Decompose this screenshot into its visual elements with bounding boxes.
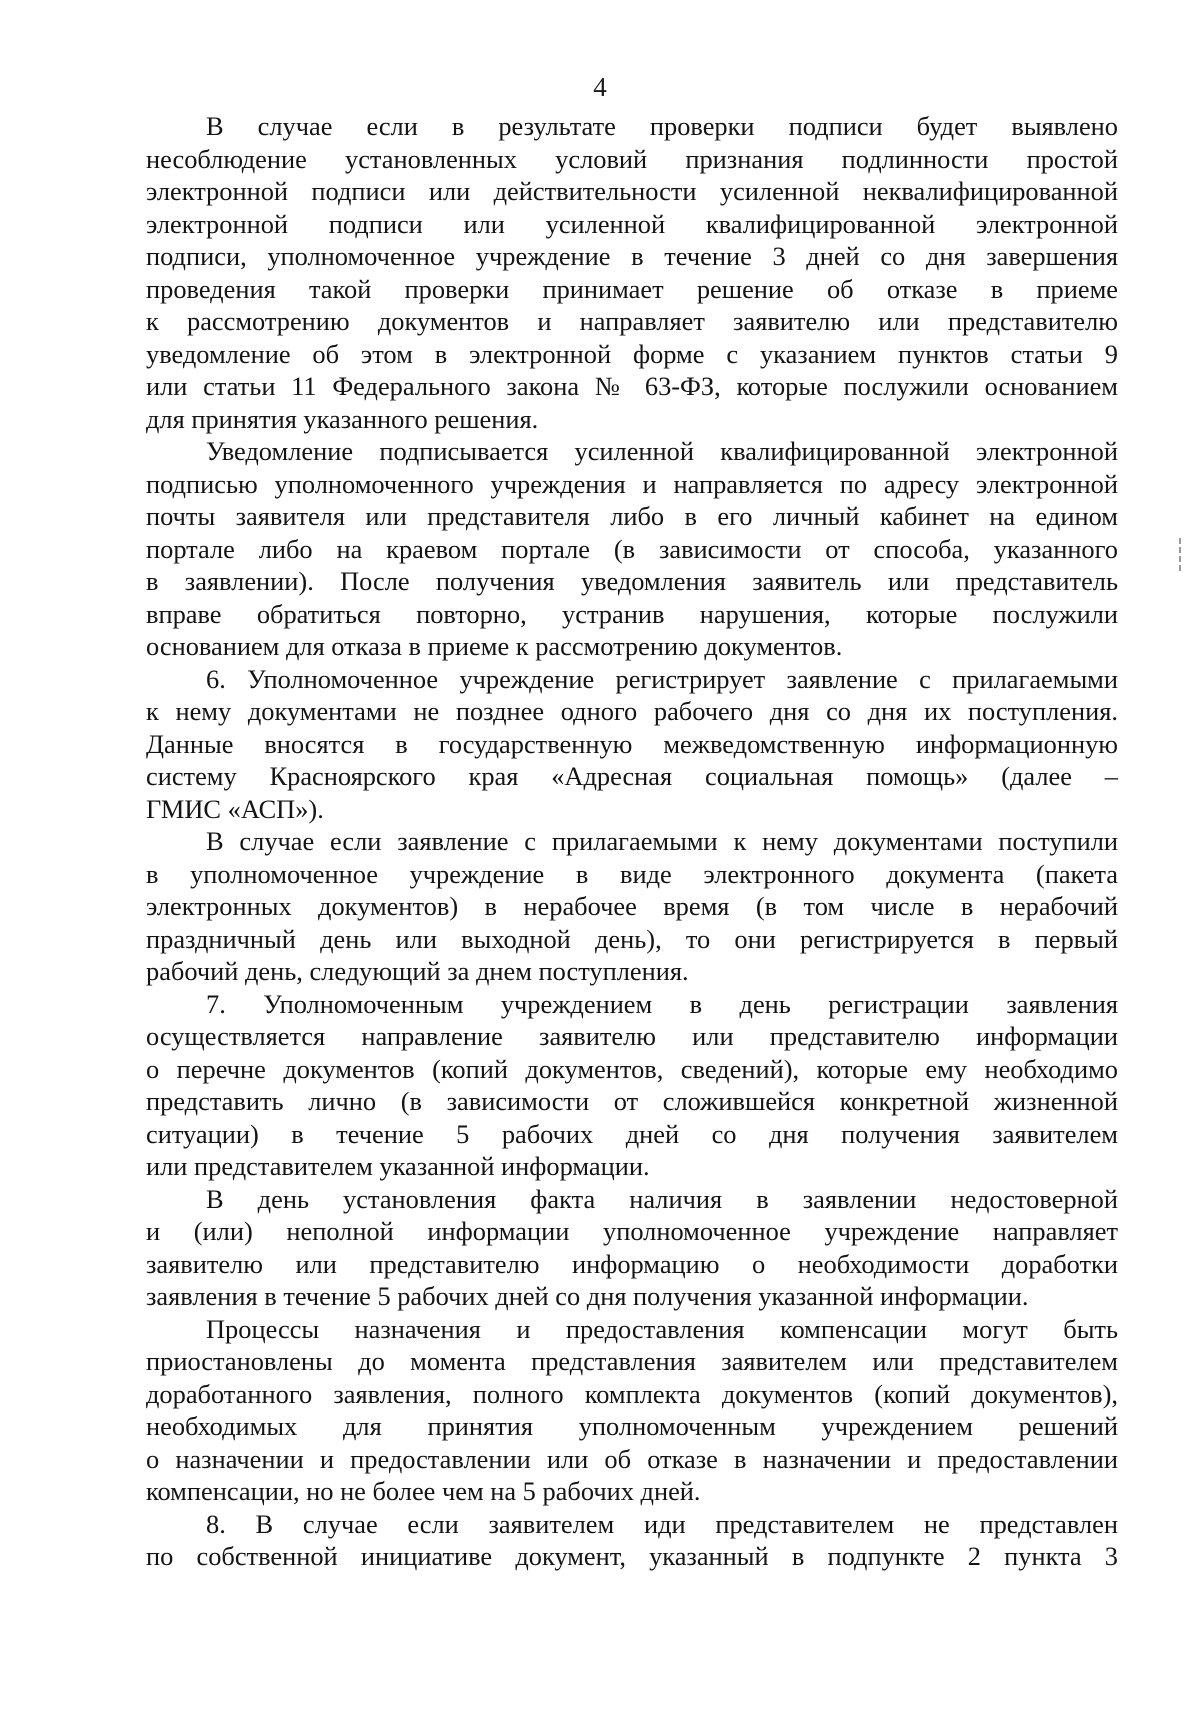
text-line: Процессы назначения и предоставления компенсации могут быть: [206, 1313, 1118, 1344]
paragraph: [146, 110, 1118, 435]
text-line: ситуации) в течение 5 рабочих дней со дня получения заявителем: [146, 1118, 1118, 1149]
text-line: почты заявителя или представителя либо в его личный кабинет на едином: [146, 501, 1118, 531]
text-line: о назначении и предоставлении или об отказе в назначении и предоставлении: [146, 1443, 1118, 1474]
text-line: необходимых для принятия уполномоченным учреждением решений: [146, 1411, 1118, 1441]
text-line: портале либо на краевом портале (в зависимости от способа, указанного: [146, 533, 1118, 564]
text-line: заявителю или представителю информацию о необходимости доработки: [146, 1248, 1118, 1279]
text-line: компенсации, но не более чем на 5 рабочих дней.: [146, 1476, 701, 1506]
page-number: 4: [593, 72, 607, 102]
text-line: Уведомление подписывается усиленной квалифицированной электронной: [206, 436, 1118, 466]
text-line: 6. Уполномоченное учреждение регистрирует заявление с прилагаемыми: [206, 663, 1118, 694]
text-line: электронных документов) в нерабочее время (в том числе в нерабочий: [146, 891, 1118, 921]
text-line: в заявлении). После получения уведомления заявитель или представитель: [146, 566, 1118, 596]
text-line: и (или) неполной информации уполномоченное учреждение направляет: [146, 1216, 1118, 1246]
text-line: В день установления факта наличия в заявлении недостоверной: [206, 1183, 1118, 1214]
text-line: доработанного заявления, полного комплекта документов (копий документов),: [146, 1378, 1118, 1409]
text-line: 7. Уполномоченным учреждением в день регистрации заявления: [206, 988, 1118, 1019]
text-line: или представителем указанной информации.: [146, 1151, 650, 1181]
text-line: праздничный день или выходной день), то они регистрируется в первый: [146, 923, 1118, 954]
text-line: Данные вносятся в государственную межведомственную информационную: [146, 728, 1118, 759]
text-line: по собственной инициативе документ, указанный в подпункте 2 пункта 3: [146, 1541, 1118, 1571]
text-line: приостановлены до момента представления заявителем или представителем: [146, 1346, 1118, 1376]
paragraph: [146, 1183, 1118, 1313]
margin-mark: [1179, 538, 1181, 574]
text-line: в уполномоченное учреждение в виде электронного документа (пакета: [146, 858, 1118, 889]
text-line: заявления в течение 5 рабочих дней со дня получения указанной информации.: [146, 1281, 1029, 1311]
text-line: представить лично (в зависимости от сложившейся конкретной жизненной: [146, 1086, 1118, 1116]
text-line: подписью уполномоченного учреждения и направляется по адресу электронной: [146, 468, 1118, 499]
text-line: вправе обратиться повторно, устранив нарушения, которые послужили: [146, 598, 1118, 629]
text-line: электронной подписи или усиленной квалифицированной электронной: [146, 208, 1118, 239]
text-line: систему Красноярского края «Адресная социальная помощь» (далее –: [146, 761, 1118, 791]
text-line: к рассмотрению документов и направляет заявителю или представителю: [146, 306, 1118, 336]
text-line: ГМИС «АСП»).: [146, 793, 324, 824]
text-line: рабочий день, следующий за днем поступления.: [146, 956, 689, 986]
paragraph: [146, 435, 1118, 663]
text-line: электронной подписи или действительности усиленной неквалифицированной: [146, 176, 1118, 206]
text-line: или статьи 11 Федерального закона № 63-ФЗ, которые послужили основанием: [146, 371, 1118, 401]
text-line: проведения такой проверки принимает решение об отказе в приеме: [146, 273, 1118, 304]
text-line: несоблюдение установленных условий признания подлинности простой: [146, 143, 1118, 174]
text-line: уведомление об этом в электронной форме с указанием пунктов статьи 9: [146, 338, 1118, 369]
text-line: 8. В случае если заявителем иди представителем не представлен: [206, 1508, 1118, 1539]
paragraph: [146, 663, 1118, 826]
text-line: для принятия указанного решения.: [146, 403, 539, 434]
text-line: основанием для отказа в приеме к рассмотрению документов.: [146, 631, 843, 661]
text-line: В случае если в результате проверки подписи будет выявлено: [206, 111, 1118, 141]
paragraph: [146, 825, 1118, 988]
document-body: [146, 110, 1118, 1573]
text-line: В случае если заявление с прилагаемыми к нему документами поступили: [206, 826, 1118, 856]
paragraph: [146, 988, 1118, 1183]
text-line: осуществляется направление заявителю или представителю информации: [146, 1021, 1118, 1051]
text-line: подписи, уполномоченное учреждение в течение 3 дней со дня завершения: [146, 241, 1118, 271]
paragraph: [146, 1313, 1118, 1508]
text-line: о перечне документов (копий документов, сведений), которые ему необходимо: [146, 1053, 1118, 1084]
paragraph: [146, 1508, 1118, 1573]
text-line: к нему документами не позднее одного рабочего дня со дня их поступления.: [146, 696, 1118, 726]
